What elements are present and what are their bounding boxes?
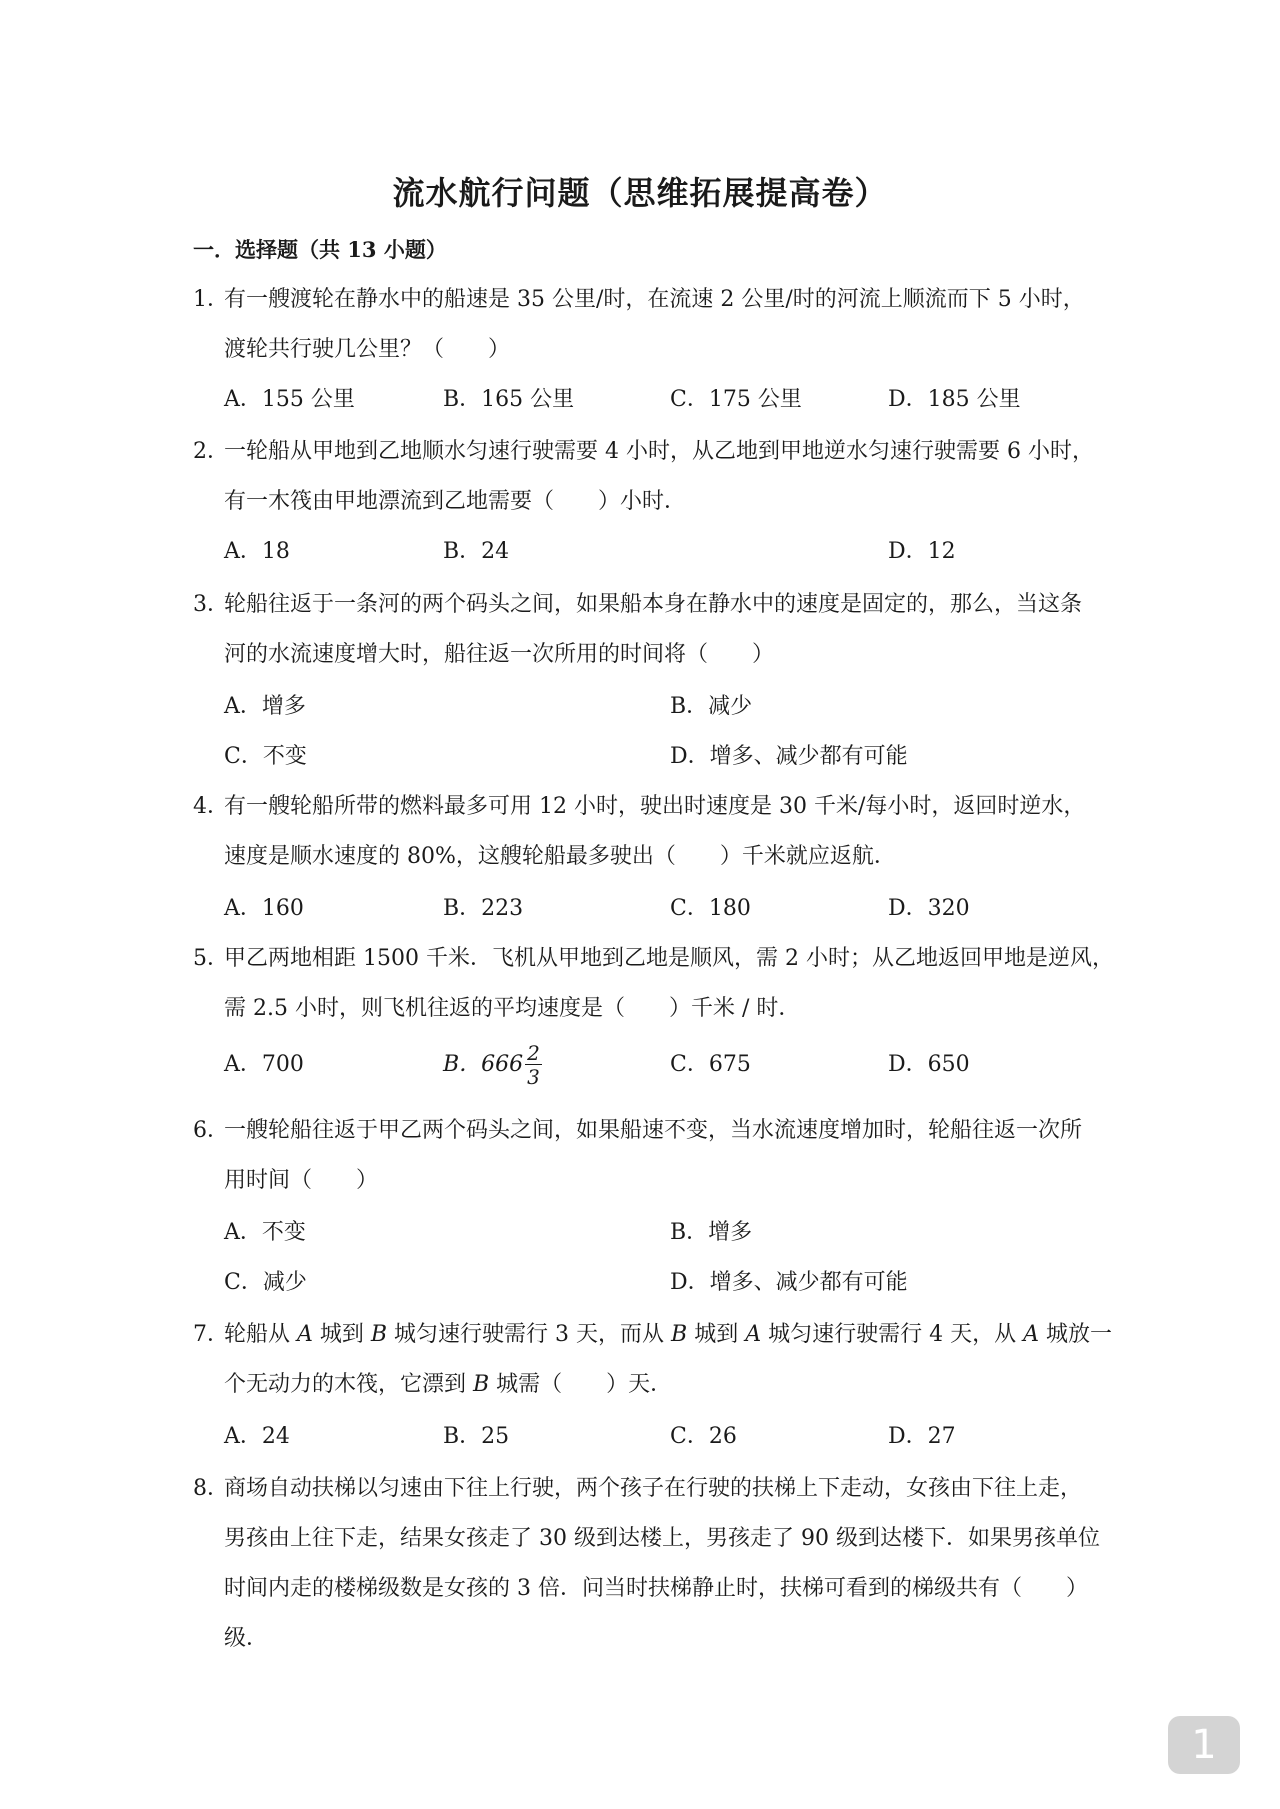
question-text-line: 河的水流速度增大时，船往返一次所用的时间将（ ） [224,642,775,667]
option-a: A．18 [224,539,290,564]
math-variable: A [297,1322,313,1347]
option-d: D．320 [888,896,970,921]
option-b [443,1040,542,1090]
option-b-whole: B．666 [443,1052,524,1077]
option-b: B．165 公里 [443,387,575,412]
option-d: D．185 公里 [888,387,1021,412]
question-text-line [224,1360,672,1410]
option-a: A．160 [224,896,304,921]
question-text-line: 甲乙两地相距 1500 千米．飞机从甲地到乙地是顺风，需 2 小时；从乙地返回甲地是逆风， [224,946,1114,971]
math-variable: A [1023,1322,1039,1347]
option-d: D．12 [888,539,956,564]
page-title: 流水航行问题（思维拓展提高卷） [392,174,888,212]
option-b: B．增多 [670,1220,753,1245]
question-number: 3． [193,592,229,617]
question-text-line: 用时间（ ） [224,1168,379,1193]
option-c: C．175 公里 [670,387,802,412]
question-text-line [224,1310,1112,1360]
option-b: B．减少 [670,694,753,719]
option-a: A．增多 [224,694,306,719]
math-variable: B [473,1372,490,1397]
option-b: B．25 [443,1424,510,1449]
option-b: B．223 [443,896,524,921]
option-b: B．24 [443,539,510,564]
question-number: 4． [193,794,229,819]
option-c: C．不变 [224,744,307,769]
fraction-numerator: 2 [527,1041,540,1065]
option-c: C．180 [670,896,751,921]
question-text-line: 轮船往返于一条河的两个码头之间，如果船本身在静水中的速度是固定的，那么，当这条 [224,592,1083,617]
question-number: 1． [193,287,229,312]
question-text-line: 需 2.5 小时，则飞机往返的平均速度是（ ）千米 / 时． [224,996,801,1021]
question-number: 6． [193,1118,229,1143]
option-a: A．700 [224,1052,304,1077]
math-variable: B [671,1322,688,1347]
question-number: 2． [193,439,229,464]
question-number: 7． [193,1322,229,1347]
question-text-line: 一艘轮船往返于甲乙两个码头之间，如果船速不变，当水流速度增加时，轮船往返一次所 [224,1118,1083,1143]
option-d: D．增多、减少都有可能 [670,744,908,769]
option-c: C．减少 [224,1270,307,1295]
math-variable: A [745,1322,762,1347]
option-a: A．155 公里 [224,387,355,412]
question-text-line: 一轮船从甲地到乙地顺水匀速行驶需要 4 小时，从乙地到甲地逆水匀速行驶需要 6 小时， [224,439,1094,464]
question-text-line: 有一艘渡轮在静水中的船速是 35 公里/时，在流速 2 公里/时的河流上顺流而下 5 小时， [224,287,1085,312]
option-d: D．27 [888,1424,956,1449]
text-run: 城到 [687,1322,746,1347]
option-d: D．增多、减少都有可能 [670,1270,908,1295]
text-run: 城放一 [1038,1322,1112,1347]
option-a: A．24 [224,1424,290,1449]
page-number-badge: 1 [1168,1716,1240,1774]
option-c: C．26 [670,1424,737,1449]
question-text-line: 时间内走的楼梯级数是女孩的 3 倍．问当时扶梯静止时，扶梯可看到的梯级共有（ ） [224,1576,1088,1601]
option-c: C．675 [670,1052,751,1077]
option-a: A．不变 [224,1220,306,1245]
question-text-line: 有一艘轮船所带的燃料最多可用 12 小时，驶出时速度是 30 千米/每小时，返回时逆水， [224,794,1086,819]
text-run: 城到 [312,1322,371,1347]
fraction-denominator: 3 [527,1065,540,1089]
section-heading: 一．选择题（共 13 小题） [193,237,447,262]
question-text-line: 速度是顺水速度的 80%，这艘轮船最多驶出（ ）千米就应返航． [224,844,896,869]
question-text-line: 渡轮共行驶几公里？（ ） [224,337,511,362]
question-number: 5． [193,946,229,971]
text-run: 城匀速行驶需行 3 天，而从 [387,1322,672,1347]
text-run: 个无动力的木筏，它漂到 [224,1372,473,1397]
text-run: 城需（ ）天． [489,1372,673,1397]
question-text-line: 有一木筏由甲地漂流到乙地需要（ ）小时． [224,489,687,514]
math-variable: B [370,1322,388,1347]
option-d: D．650 [888,1052,970,1077]
question-text-line: 商场自动扶梯以匀速由下往上行驶，两个孩子在行驶的扶梯上下走动，女孩由下往上走， [224,1476,1083,1501]
text-run: 城匀速行驶需行 4 天，从 [761,1322,1024,1347]
text-run: 轮船从 [224,1322,297,1347]
question-number: 8． [193,1476,229,1501]
fraction [525,1043,542,1087]
question-text-line: 男孩由上往下走，结果女孩走了 30 级到达楼上，男孩走了 90 级到达楼下．如果男孩单位 [224,1526,1100,1551]
question-text-line: 级． [224,1626,269,1651]
